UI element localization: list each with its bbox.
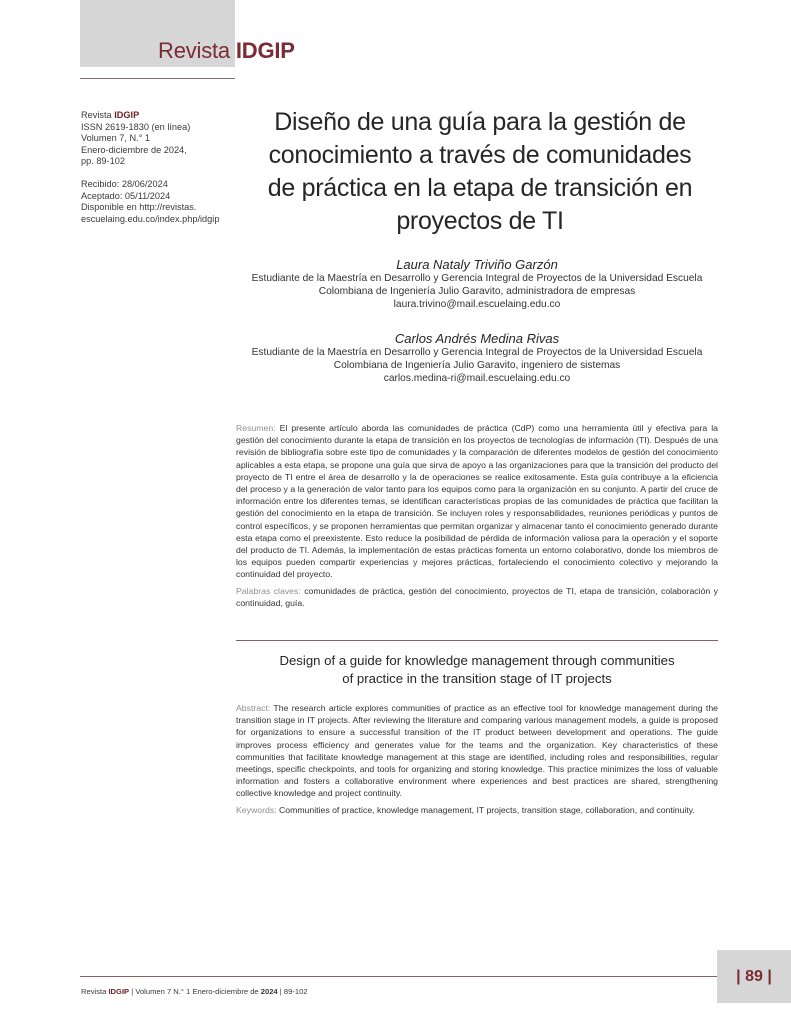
abstract-label: Abstract: [236,703,271,713]
sidebar-accepted: Aceptado: 05/11/2024 [81,190,171,201]
author-affiliation-cont: Colombiana de Ingeniería Julio Garavito, administradora de empresas [318,285,636,297]
sidebar-spacer [81,168,241,179]
author-block [236,257,718,311]
footer-year: 2024 [260,987,278,996]
title-line: Diseño de una guía para la gestión de [274,108,686,136]
keywords-text: Communities of practice, knowledge management, IT projects, transition stage, collaboration, and continuity. [276,804,695,815]
footer-pages: | 89-102 [277,987,308,996]
section-divider [236,640,718,641]
author-name: Laura Nataly Triviño Garzón [396,257,558,272]
journal-brand: IDGIP [235,38,295,63]
resumen-paragraph [236,422,718,581]
abstract-section [236,702,718,816]
publication-info-sidebar [81,110,241,225]
article-title [240,106,720,238]
sidebar-available-url[interactable]: Disponible en http://revistas. [81,202,197,213]
footer-citation [81,987,308,996]
footer-journal-brand: IDGIP [108,987,130,996]
title-line: conocimiento a través de comunidades [268,141,692,169]
journal-header-title [158,38,295,64]
author-email[interactable]: carlos.medina-ri@mail.escuelaing.edu.co [383,372,571,384]
author-affiliation-cont: Colombiana de Ingeniería Julio Garavito, ingeniero de sistemas [333,359,621,371]
abstract-text: The research article explores communities of practice as an effective tool for knowledge management during the transition stage in IT projects. After reviewing the literature and comparing various management models, a guide is proposed for organizations to ensure a successful transition of the IT product between development and operations. The guide improves process efficiency and generates value for the teams and the organization. Key characteristics of these communities that facilitate knowledge management at this stage are identified, including roles and responsibilities, regular meetings, specific checkpoints, and tools for organizing and storing knowledge. This practice minimizes the loss of valuable information and fosters a collaborative environment where experiences and best practices are shared, strengthening collective knowledge and project continuity. [236,703,718,799]
keywords-paragraph [236,804,718,816]
abstract-paragraph [236,702,718,800]
sidebar-journal-brand: IDGIP [114,110,140,120]
author-block [236,331,718,385]
page-number: | 89 | [736,967,772,985]
sidebar-journal [81,110,241,122]
header-divider [80,78,235,79]
footer-journal-prefix: Revista [81,987,109,996]
author-affiliation: Estudiante de la Maestría en Desarrollo y Gerencia Integral de Proyectos de la Universidad Escuela [251,273,703,284]
palabras-claves-text: comunidades de práctica, gestión del conocimiento, proyectos de TI, etapa de transición, colaboración y continuidad, guía. [236,585,719,608]
sidebar-received: Recibido: 28/06/2024 [81,178,168,189]
sidebar-period: Enero-diciembre de 2024, [81,144,187,155]
palabras-claves-label: Palabras claves: [236,585,301,596]
page-number-badge [717,950,791,1003]
footer-volume: | Volumen 7 N.° 1 Enero-diciembre de [129,987,261,996]
title-line: proyectos de TI [396,207,564,235]
sidebar-journal-prefix: Revista [81,110,115,120]
sidebar-volume: Volumen 7, N.° 1 [81,133,151,144]
palabras-claves-paragraph [236,585,718,609]
journal-prefix: Revista [158,38,236,63]
english-title-line: Design of a guide for knowledge management through communities [279,653,675,668]
author-email[interactable]: laura.trivino@mail.escuelaing.edu.co [393,298,561,310]
sidebar-issn: ISSN 2619-1830 (en línea) [81,121,191,132]
sidebar-pages: pp. 89-102 [81,156,125,167]
resumen-text: El presente artículo aborda las comunidades de práctica (CdP) como una herramienta útil y efectiva para la gestión del conocimiento durante la etapa de transición en los proyectos de tecnologías de información (TI). Después de una revisión de bibliografía sobre este tipo de comunidades y la comparación de diferentes modelos de gestión del conocimiento aplicables a esta etapa, se propone una guía que sirva de apoyo a las organizaciones para que la transición del producto del proyecto de TI entre el área de desarrollo y la de operaciones se realice exitosamente. Esta guía contribuye a la eficiencia del proceso y a la generación de valor tanto para los equipos como para la organización en su conjunto. A partir del cruce de información entre los diferentes temas, se identifican características propias de las comunidades de práctica que facilitan la gestión del conocimiento en la etapa de transición. Se incluyen roles y responsabilidades, reuniones periódicas y puntos de control específicos, y se proponen herramientas que permitan organizar y almacenar tanto el conocimiento generado durante esta etapa como el preexistente. Esto reduce la posibilidad de pérdida de información valiosa para la operación y el soporte del producto de TI. Además, la implementación de estas prácticas fomenta un entorno colaborativo, donde los miembros de los equipos pueden compartir experiencias y mejores prácticas, fortaleciendo el conocimiento colectivo y mejorando la continuidad del proyecto. [236,423,718,580]
resumen-section [236,422,718,609]
keywords-label: Keywords: [236,804,277,815]
resumen-label: Resumen: [236,423,276,433]
english-title [236,652,718,688]
footer-divider [80,976,717,977]
sidebar-available-url-cont[interactable]: escuelaing.edu.co/index.php/idgip [81,213,220,224]
english-title-line: of practice in the transition stage of IT projects [342,671,612,686]
author-name: Carlos Andrés Medina Rivas [394,331,560,346]
author-affiliation: Estudiante de la Maestría en Desarrollo y Gerencia Integral de Proyectos de la Universidad Escuela [251,347,703,358]
title-line: de práctica en la etapa de transición en [267,174,693,202]
